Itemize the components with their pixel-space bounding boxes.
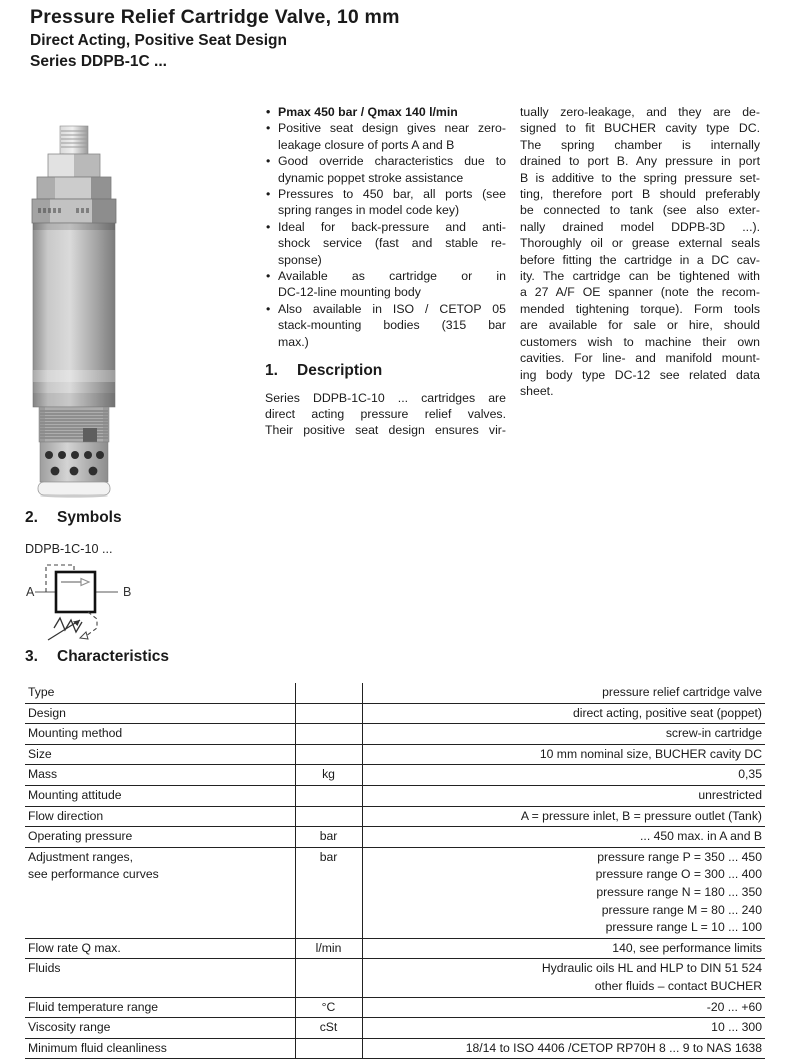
text-line: tually zero-leakage, and they are de-	[520, 105, 760, 119]
text-line: • Positive seat design gives near zero-	[278, 121, 506, 136]
text-line: max.)	[278, 334, 309, 349]
label-cell: Size	[25, 744, 295, 765]
text-line: customers wish to machine their own	[520, 334, 760, 349]
characteristics-row	[25, 847, 765, 938]
description-paragraph-col2	[520, 104, 760, 399]
description-paragraph-col1	[265, 390, 506, 439]
port-b-label: B	[123, 585, 132, 599]
feature-item	[265, 301, 506, 350]
text-line: cavities. For line- and manifold mount-	[520, 351, 760, 366]
valve-body	[33, 223, 115, 407]
text-line: leakage closure of ports A and B	[278, 137, 455, 152]
characteristics-row	[25, 1018, 765, 1039]
text-line: • Available as cartridge or in	[278, 269, 506, 284]
right-column	[520, 104, 760, 399]
text-line: ing body type DC-12 see related data	[520, 367, 760, 382]
ported-nose	[40, 442, 108, 482]
title-block	[30, 6, 400, 71]
unit-cell: °C	[295, 997, 362, 1018]
text-line: drained to port B. Any pressure in port	[520, 154, 760, 169]
hydraulic-symbol	[18, 556, 148, 651]
text-line: sheet.	[520, 383, 554, 398]
label-cell: Design	[25, 703, 295, 724]
value-cell: 18/14 to ISO 4406 /CETOP RP70H 8 ... 9 to NAS 1638	[362, 1038, 765, 1059]
text-line: B is additive to the spring pressure set-	[520, 170, 760, 185]
value-cell: direct acting, positive seat (poppet)	[362, 703, 765, 724]
label-cell: Fluids	[25, 959, 295, 997]
unit-cell: l/min	[295, 938, 362, 959]
value-cell: -20 ... +60	[362, 997, 765, 1018]
value-cell: 10 mm nominal size, BUCHER cavity DC	[362, 744, 765, 765]
middle-column	[265, 104, 506, 439]
value-cell: 0,35	[362, 765, 765, 786]
label-cell: Mass	[25, 765, 295, 786]
mounting-thread	[39, 407, 109, 442]
text-line: Thoroughly oil or grease external seals	[520, 236, 760, 251]
characteristics-row	[25, 997, 765, 1018]
text-line: ting, therefore port B should preferably	[520, 187, 760, 202]
characteristics-table	[25, 683, 765, 1059]
drain-arrowhead	[80, 632, 88, 639]
section-number: 3.	[25, 648, 38, 665]
feature-item	[265, 104, 506, 120]
unit-cell	[295, 683, 362, 703]
body-hex	[32, 199, 116, 223]
text-line: dynamic poppet stroke assistance	[278, 170, 464, 185]
value-cell: Hydraulic oils HL and HLP to DIN 51 524 other fluids – contact BUCHER	[362, 959, 765, 997]
section-heading-symbols	[25, 509, 122, 527]
characteristics-row	[25, 744, 765, 765]
valve-photo	[28, 120, 120, 503]
text-line: • Good override characteristics due to	[278, 154, 506, 169]
spring-arrowhead	[73, 620, 80, 626]
unit-cell: bar	[295, 847, 362, 938]
series-name: Series DDPB-1C ...	[30, 53, 167, 70]
label-cell: Flow rate Q max.	[25, 938, 295, 959]
text-line: shock service (fast and stable re-	[278, 236, 506, 251]
section-title: Description	[297, 362, 383, 380]
label-cell: Mounting attitude	[25, 785, 295, 806]
label-cell: Adjustment ranges, see performance curves	[25, 847, 295, 938]
adjustment-hex	[37, 177, 111, 199]
text-line: Their positive seat design ensures vir-	[265, 423, 506, 438]
characteristics-row	[25, 1038, 765, 1059]
unit-cell: bar	[295, 827, 362, 848]
label-cell: Operating pressure	[25, 827, 295, 848]
characteristics-row	[25, 724, 765, 745]
page-subtitle: Direct Acting, Positive Seat Design	[30, 32, 287, 49]
characteristics-row	[25, 785, 765, 806]
label-cell: Viscosity range	[25, 1018, 295, 1039]
label-cell: Mounting method	[25, 724, 295, 745]
characteristics-row	[25, 765, 765, 786]
text-line: • Ideal for back-pressure and anti-	[278, 219, 506, 234]
characteristics-row	[25, 827, 765, 848]
feature-list	[265, 104, 506, 350]
section-number: 2.	[25, 509, 38, 526]
unit-cell	[295, 1038, 362, 1059]
value-cell: pressure range P = 350 ... 450 pressure range O = 300 ... 400 pressure range N = 180 ... 350 pressure range M = 80 ... 240 pressure range L = 10 ... 100	[362, 847, 765, 938]
unit-cell	[295, 724, 362, 745]
section-title: Characteristics	[57, 648, 170, 665]
feature-item	[265, 219, 506, 268]
feature-item	[265, 120, 506, 153]
drain-line	[86, 612, 97, 636]
page-title: Pressure Relief Cartridge Valve, 10 mm	[30, 6, 400, 28]
seal-ring	[38, 482, 110, 495]
text-line: • Pressures to 450 bar, all ports (see	[278, 187, 506, 202]
unit-cell	[295, 959, 362, 997]
section-title: Symbols	[57, 509, 122, 526]
unit-cell	[295, 785, 362, 806]
section-number: 1.	[265, 362, 278, 380]
feature-item	[265, 153, 506, 186]
characteristics-row	[25, 938, 765, 959]
value-cell: pressure relief cartridge valve	[362, 683, 765, 703]
valve-photo-image	[28, 120, 120, 498]
text-line: a 27 A/F OE spanner (note the recom-	[520, 285, 760, 300]
unit-cell	[295, 806, 362, 827]
value-cell: 140, see performance limits	[362, 938, 765, 959]
text-line: ity. The cartridge can be tightened with	[520, 269, 760, 284]
value-cell: A = pressure inlet, B = pressure outlet (Tank)	[362, 806, 765, 827]
text-line: before fitting the cartridge in a DC cav-	[520, 252, 760, 267]
text-line: Series DDPB-1C-10 ... cartridges are	[265, 390, 506, 405]
label-cell: Minimum fluid cleanliness	[25, 1038, 295, 1059]
characteristics-row	[25, 806, 765, 827]
characteristics-row	[25, 683, 765, 703]
text-line: • Also available in ISO / CETOP 05	[278, 301, 506, 316]
section-heading-description	[265, 363, 506, 379]
unit-cell: cSt	[295, 1018, 362, 1039]
port-a-label: A	[26, 585, 35, 599]
feature-item	[265, 268, 506, 301]
adjusting-stud	[60, 126, 88, 154]
value-cell: screw-in cartridge	[362, 724, 765, 745]
text-line: mended tightening torque). Form tools	[520, 301, 760, 316]
text-line: DC-12-line mounting body	[278, 285, 421, 300]
value-cell: ... 450 max. in A and B	[362, 827, 765, 848]
characteristics-row	[25, 703, 765, 724]
text-line: signed to fit BUCHER cavity type DC.	[520, 121, 760, 136]
unit-cell	[295, 744, 362, 765]
valve-square	[56, 572, 95, 612]
unit-cell	[295, 703, 362, 724]
symbol-variant-label: DDPB-1C-10 ...	[25, 542, 113, 556]
section-heading-characteristics	[25, 648, 169, 666]
value-cell: unrestricted	[362, 785, 765, 806]
text-line: sponse)	[278, 252, 322, 267]
label-cell: Type	[25, 683, 295, 703]
text-line: spring ranges in model code key)	[278, 203, 460, 218]
value-cell: 10 ... 300	[362, 1018, 765, 1039]
text-line: • Pmax 450 bar / Qmax 140 l/min	[278, 105, 458, 119]
feature-item	[265, 186, 506, 219]
text-line: direct acting pressure relief valves.	[265, 406, 506, 421]
label-cell: Fluid temperature range	[25, 997, 295, 1018]
text-line: be connected to tank (see also exter-	[520, 203, 760, 218]
text-line: nally drained model DDPB-3D ...).	[520, 219, 760, 234]
unit-cell: kg	[295, 765, 362, 786]
text-line: stack-mounting bodies (315 bar	[278, 318, 506, 333]
label-cell: Flow direction	[25, 806, 295, 827]
locknut	[48, 154, 100, 177]
text-line: are available for sale or hire, should	[520, 318, 760, 333]
characteristics-row	[25, 959, 765, 997]
text-line: The spring chamber is internally	[520, 137, 760, 152]
